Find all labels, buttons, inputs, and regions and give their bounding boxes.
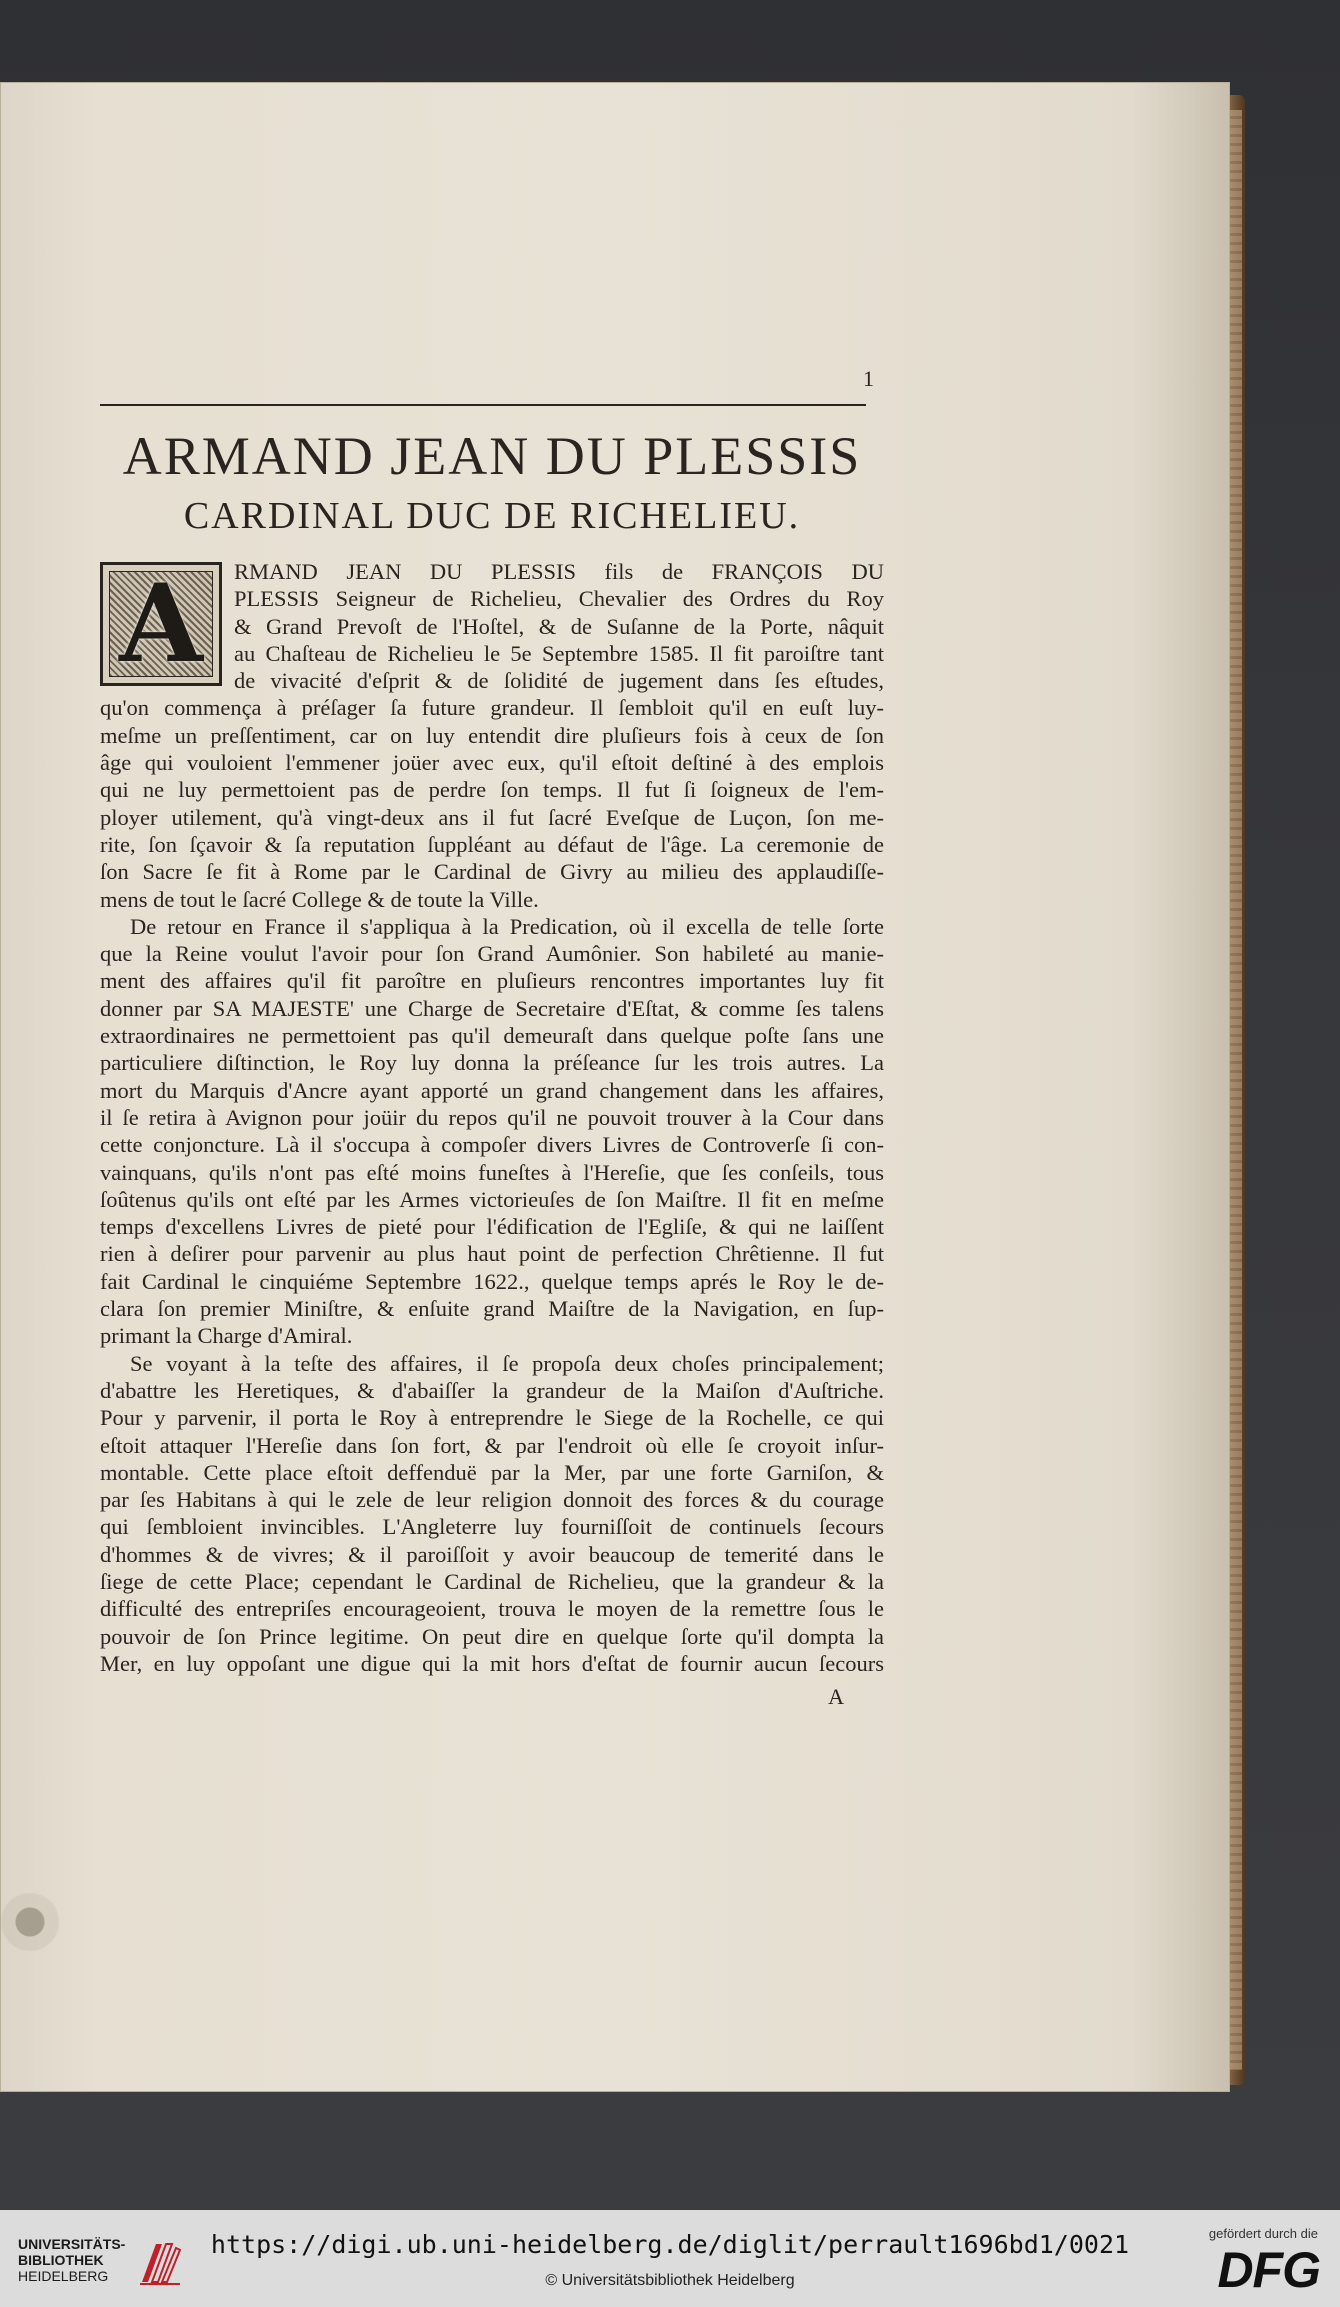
text-line: qu'on commença à préſager ſa future grandeur. Il ſembloit qu'il en euſt luy-	[100, 695, 884, 721]
library-name-line: UNIVERSITÄTS-	[18, 2236, 126, 2252]
text-line: RMAND JEAN DU PLESSIS fils de FRANÇOIS DU	[234, 559, 884, 584]
text-line: fait Cardinal le cinquiéme Septembre 1622., quelque temps aprés le Roy le de-	[100, 1268, 884, 1294]
page-subtitle: CARDINAL DUC DE RICHELIEU.	[183, 495, 801, 537]
text-line: ſoûtenus qu'ils ont eſté par les Armes victorieuſes de ſon Maiſtre. Il fit en meſme	[100, 1186, 884, 1212]
page-stack	[1228, 110, 1242, 2070]
text-line: rien à deſirer pour parvenir au plus haut point de perfection Chrêtienne. Il fut	[100, 1241, 884, 1267]
text-line: temps d'excellens Livres de pieté pour l'édification de l'Egliſe, & qui ne laiſſent	[100, 1214, 884, 1240]
funder-block[interactable]	[1180, 2226, 1330, 2300]
paragraph	[100, 913, 884, 1350]
text-line: il ſe retira à Avignon pour joüir du repos qu'il ne pouvoit trouver à la Cour dans	[100, 1104, 884, 1130]
text-line: ployer utilement, qu'à vingt-deux ans il fut ſacré Eveſque de Luçon, ſon me-	[100, 804, 884, 830]
text-line: De retour en France il s'appliqua à la Predication, où il excella de telle ſorte	[130, 913, 884, 939]
text-line: rite, ſon ſçavoir & ſa reputation ſuppléant au défaut de l'âge. La ceremonie de	[100, 831, 884, 857]
text-line: Mer, en luy oppoſant une digue qui la mit hors d'eſtat de fournir aucun ſecours	[100, 1650, 884, 1676]
dfg-logo: DFG	[1217, 2242, 1320, 2298]
text-line: au Chaſteau de Richelieu le 5e Septembre 1585. Il fit paroiſtre tant	[234, 640, 884, 666]
text-line: ment des affaires qu'il fit paroître en pluſieurs rencontres importantes luy fit	[100, 968, 884, 994]
text-line: pouvoir de ſon Prince legitime. On peut dire en quelque ſorte qu'il dompta la	[100, 1623, 884, 1649]
text-line: que la Reine voulut l'avoir pour ſon Grand Aumônier. Son habileté au manie-	[100, 941, 884, 967]
header-rule	[100, 404, 866, 406]
text-line: cette conjoncture. Là il s'occupa à compoſer divers Livres de Controverſe ſi con-	[100, 1132, 884, 1158]
text-line: particuliere diſtinction, le Roy luy donna la préſeance ſur les trois autres. La	[100, 1050, 884, 1076]
text-line: d'hommes & de vivres; & il paroiſſoit y avoir beaucoup de temerité dans le	[100, 1541, 884, 1567]
paper-stain	[0, 1882, 60, 1962]
text-line: primant la Charge d'Amiral.	[100, 1323, 353, 1349]
text-line: difficulté des entrepriſes encourageoient, trouva le moyen de la remettre ſous le	[100, 1596, 884, 1622]
signature-mark: A	[828, 1684, 844, 1709]
text-line: ſon Sacre ſe fit à Rome par le Cardinal de Givry au milieu des applaudiſſe-	[100, 859, 884, 885]
copyright-notice: © Universitätsbibliothek Heidelberg	[545, 2272, 795, 2289]
text-line: montable. Cette place eſtoit deffenduë par la Mer, par une forte Garniſon, &	[100, 1459, 884, 1485]
body-text	[100, 558, 884, 1677]
drop-cap-letter: A	[119, 561, 203, 687]
drop-cap	[100, 562, 222, 686]
text-line: Se voyant à la teſte des affaires, il ſe propoſa deux choſes principalement;	[130, 1350, 884, 1376]
paragraphs	[100, 558, 884, 1677]
text-line: de vivacité d'eſprit & de ſolidité de jugement dans ſes eſtudes,	[234, 668, 884, 694]
text-line: ſiege de cette Place; cependant le Cardinal de Richelieu, que la grandeur & la	[100, 1568, 884, 1594]
funder-caption: gefördert durch die	[1208, 2226, 1318, 2241]
text-line: d'abattre les Heretiques, & d'abaiſſer la grandeur de la Maiſon d'Auſtriche.	[100, 1377, 884, 1403]
text-line: par ſes Habitans à qui le zele de leur religion donnoit des forces & du courage	[100, 1487, 884, 1513]
text-line: PLESSIS Seigneur de Richelieu, Chevalier des Ordres du Roy	[234, 586, 884, 612]
footer-bar	[0, 2210, 1340, 2307]
text-line: qui ſembloient invincibles. L'Angleterre luy fourniſſoit de continuels ſecours	[100, 1514, 884, 1540]
text-line: eſtoit attaquer l'Hereſie dans ſon fort, & par l'endroit où elle ſe croyoit inſur-	[100, 1432, 884, 1458]
text-line: mort du Marquis d'Ancre ayant apporté un grand changement dans les affaires,	[100, 1077, 884, 1103]
text-line: clara ſon premier Miniſtre, & enſuite grand Maiſtre de la Navigation, en ſup-	[100, 1296, 884, 1322]
text-line: mens de tout le ſacré College & de toute la Ville.	[100, 886, 539, 912]
page-url-link[interactable]: https://digi.ub.uni-heidelberg.de/diglit/perrault1696bd1/0021	[210, 2230, 1130, 2259]
text-line: extraordinaires ne permettoient pas qu'il demeuraſt dans quelque poſte ſans une	[100, 1023, 884, 1049]
text-line: âge qui vouloient l'emmener joüer avec eux, qu'il eſtoit deſtiné à des emplois	[100, 750, 884, 776]
text-line: Pour y parvenir, il porta le Roy à entreprendre le Siege de la Rochelle, ce qui	[100, 1405, 884, 1431]
text-line: donner par SA MAJESTE' une Charge de Secretaire d'Eſtat, & comme ſes talens	[100, 995, 884, 1021]
text-line: qui ne luy permettoient pas de perdre ſon temps. Il fut ſi ſoigneux de l'em-	[100, 777, 884, 803]
book-page	[0, 82, 1230, 2092]
text-line: meſme un preſſentiment, car on luy entendit dire pluſieurs fois à ceux de ſon	[100, 722, 884, 748]
text-line: & Grand Prevoſt de l'Hoſtel, & de Suſanne de la Porte, nâquit	[234, 613, 884, 639]
page-title: ARMAND JEAN DU PLESSIS	[122, 426, 862, 486]
library-name-line: HEIDELBERG	[18, 2268, 109, 2284]
paragraph	[100, 1350, 884, 1678]
library-name-line: BIBLIOTHEK	[18, 2252, 104, 2268]
page-number: 1	[863, 366, 874, 391]
text-line: vainquans, qu'ils n'ont pas eſté moins funeſtes à l'Hereſie, que ſes conſeils, tous	[100, 1159, 884, 1185]
